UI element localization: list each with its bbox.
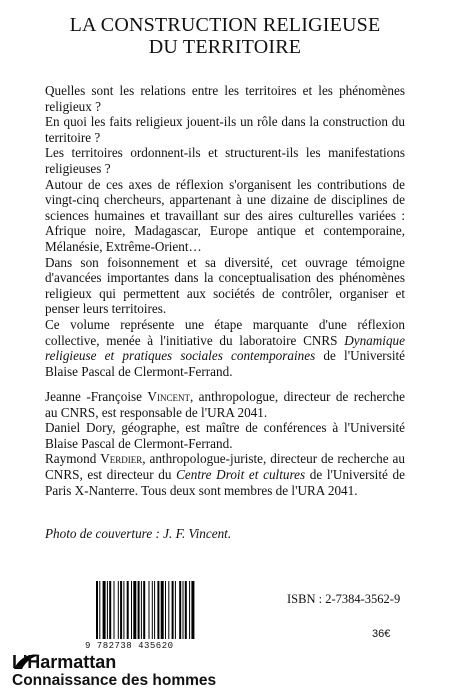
publisher-name: L'Harmattan bbox=[12, 652, 117, 672]
blurb-paragraph-volume bbox=[45, 317, 405, 379]
publisher-tagline: Connaissance des hommes bbox=[12, 672, 217, 689]
volume-text-end: de l'Université Blaise Pascal de Clermont-Ferrand. bbox=[45, 348, 406, 379]
price: 36€ bbox=[372, 628, 391, 640]
isbn: ISBN : 2-7384-3562-9 bbox=[287, 592, 401, 606]
blurb-question-2: En quoi les faits religieux jouent-ils un rôle dans la construction du territoire ? bbox=[45, 114, 405, 145]
blurb bbox=[45, 83, 405, 379]
author-bios bbox=[45, 389, 405, 498]
blurb-question-3: Les territoires ordonnent-ils et structurent-ils les manifestations religieuses ? bbox=[45, 145, 405, 176]
author-bio-dory: Daniel Dory, géographe, est maître de conférences à l'Université Blaise Pascal de Clermont-Ferrand. bbox=[45, 420, 405, 451]
author-bio-verdier: Raymond Verdier, anthropologue-juriste, directeur de recherche au CNRS, est directeur du Centre Droit et cultures de l'Université de Paris X-Nanterre. Tous deux sont membres de l'URA 2041. bbox=[45, 451, 405, 498]
blurb-question-1: Quelles sont les relations entre les territoires et les phénomènes religieux ? bbox=[45, 83, 405, 114]
title-line-2: DU TERRITOIRE bbox=[148, 36, 302, 58]
author-surname: Verdier bbox=[100, 451, 143, 467]
barcode-digits: 9 782738 435620 bbox=[85, 641, 174, 651]
laboratory-name: Dynamique religieuse et pratiques sociales contemporaines bbox=[45, 332, 405, 364]
author-bio-vincent: Jeanne -Françoise Vincent, anthropologue, directeur de recherche au CNRS, est responsable de l'URA 2041. bbox=[45, 389, 406, 420]
centre-name: Centre Droit et cultures bbox=[176, 466, 306, 482]
book-title bbox=[0, 14, 450, 58]
title-line-1: LA CONSTRUCTION RELIGIEUSE bbox=[69, 14, 381, 36]
publisher-logo bbox=[10, 651, 230, 693]
barcode bbox=[94, 581, 244, 642]
author-surname: Vincent bbox=[147, 389, 190, 404]
volume-text-start: Ce volume représente une étape marquante d'une réflexion collective, menée à l'initiative du laboratoire CNRS bbox=[45, 316, 405, 348]
blurb-paragraph-contributions: Autour de ces axes de réflexion s'organisent les contributions de vingt-cinq chercheurs, appartenant à une dizaine de disciplines de sciences humaines et travaillant sur des aires culturelles variées : Afrique noire, Madagascar, Europe antique et contemporaine, Mélanésie, Extrême-Orient… bbox=[45, 176, 405, 254]
photo-credit: Photo de couverture : J. F. Vincent. bbox=[45, 526, 232, 541]
blurb-paragraph-diversity: Dans son foisonnement et sa diversité, cet ouvrage témoigne d'avancées importantes dans la conceptualisation des phénomènes religieux qui permettent aux sociétés de contrôler, organiser et penser leurs territoires. bbox=[45, 254, 405, 317]
